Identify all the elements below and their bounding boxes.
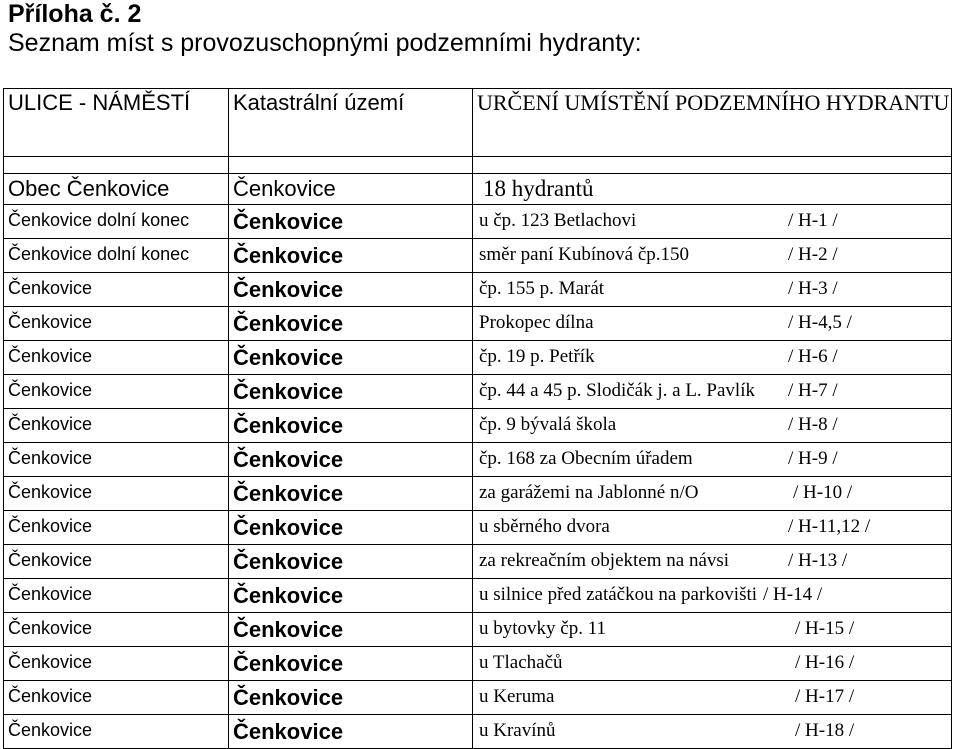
table-row bbox=[4, 307, 952, 341]
table-row bbox=[4, 715, 952, 749]
table-row bbox=[4, 341, 952, 375]
location-cell bbox=[473, 647, 952, 681]
location-description: u Tlachačů bbox=[479, 652, 563, 673]
location-description: směr paní Kubínová čp.150 bbox=[479, 244, 690, 265]
table-row bbox=[4, 647, 952, 681]
street-cell: Čenkovice bbox=[4, 545, 229, 579]
street-cell: Čenkovice bbox=[4, 375, 229, 409]
hydrant-code: / H-3 / bbox=[788, 278, 838, 299]
location-cell bbox=[473, 681, 952, 715]
table-row bbox=[4, 477, 952, 511]
hydrant-code: / H-8 / bbox=[788, 414, 838, 435]
cadastre-cell: Čenkovice bbox=[229, 613, 473, 647]
hydrant-code: / H-17 / bbox=[795, 686, 855, 707]
table-row bbox=[4, 613, 952, 647]
street-cell: Čenkovice bbox=[4, 443, 229, 477]
street-cell: Čenkovice dolní konec bbox=[4, 239, 229, 273]
location-cell bbox=[473, 579, 952, 613]
hydrant-code: / H-7 / bbox=[788, 380, 838, 401]
location-cell bbox=[473, 239, 952, 273]
location-cell bbox=[473, 443, 952, 477]
cadastre-cell: Čenkovice bbox=[229, 239, 473, 273]
hydrant-code: / H-1 / bbox=[788, 210, 838, 231]
location-description: u Keruma bbox=[479, 686, 555, 707]
street-cell: Čenkovice bbox=[4, 579, 229, 613]
cadastre-cell: Čenkovice bbox=[229, 273, 473, 307]
summary-street: Obec Čenkovice bbox=[4, 174, 229, 205]
spacer-cell bbox=[473, 157, 952, 174]
location-description: čp. 19 p. Petřík bbox=[479, 346, 595, 367]
location-description: čp. 168 za Obecním úřadem bbox=[479, 448, 693, 469]
list-subtitle: Seznam míst s provozuschopnými podzemními hydranty: bbox=[8, 29, 642, 57]
document-heading bbox=[8, 0, 642, 58]
location-description: u silnice před zatáčkou na parkovišti bbox=[479, 584, 758, 605]
location-description: čp. 44 a 45 p. Slodičák j. a L. Pavlík bbox=[479, 380, 755, 401]
table-row bbox=[4, 205, 952, 239]
location-cell bbox=[473, 273, 952, 307]
table-row bbox=[4, 511, 952, 545]
location-description: čp. 155 p. Marát bbox=[479, 278, 605, 299]
hydrant-code: / H-4,5 / bbox=[788, 312, 852, 333]
table-row bbox=[4, 681, 952, 715]
location-cell bbox=[473, 545, 952, 579]
location-description: u bytovky čp. 11 bbox=[479, 618, 607, 639]
cadastre-cell: Čenkovice bbox=[229, 307, 473, 341]
location-cell bbox=[473, 307, 952, 341]
location-description: u Kravínů bbox=[479, 720, 556, 741]
hydrant-code: / H-10 / bbox=[793, 482, 853, 503]
location-cell bbox=[473, 613, 952, 647]
street-cell: Čenkovice bbox=[4, 307, 229, 341]
street-cell: Čenkovice bbox=[4, 613, 229, 647]
location-description: za garážemi na Jablonné n/O bbox=[479, 482, 699, 503]
street-cell: Čenkovice bbox=[4, 341, 229, 375]
cadastre-cell: Čenkovice bbox=[229, 647, 473, 681]
table-row bbox=[4, 375, 952, 409]
hydrant-code: / H-14 / bbox=[763, 584, 823, 605]
street-cell: Čenkovice bbox=[4, 647, 229, 681]
location-description: Prokopec dílna bbox=[479, 312, 594, 333]
cadastre-cell: Čenkovice bbox=[229, 545, 473, 579]
location-cell bbox=[473, 341, 952, 375]
hydrant-code: / H-16 / bbox=[795, 652, 855, 673]
street-cell: Čenkovice bbox=[4, 681, 229, 715]
location-cell bbox=[473, 375, 952, 409]
hydrant-code: / H-11,12 / bbox=[788, 516, 871, 537]
cadastre-cell: Čenkovice bbox=[229, 579, 473, 613]
appendix-title: Příloha č. 2 bbox=[8, 0, 142, 28]
table-row bbox=[4, 273, 952, 307]
table-spacer-row bbox=[4, 157, 952, 174]
street-cell: Čenkovice bbox=[4, 477, 229, 511]
header-cadastre: Katastrální území bbox=[229, 89, 473, 157]
summary-cadastre: Čenkovice bbox=[229, 174, 473, 205]
location-cell bbox=[473, 477, 952, 511]
location-description: u čp. 123 Betlachovi bbox=[479, 210, 637, 231]
table-row bbox=[4, 545, 952, 579]
cadastre-cell: Čenkovice bbox=[229, 205, 473, 239]
hydrant-table bbox=[3, 88, 952, 749]
location-cell bbox=[473, 205, 952, 239]
spacer-cell bbox=[229, 157, 473, 174]
cadastre-cell: Čenkovice bbox=[229, 375, 473, 409]
hydrant-code: / H-15 / bbox=[795, 618, 855, 639]
street-cell: Čenkovice bbox=[4, 409, 229, 443]
cadastre-cell: Čenkovice bbox=[229, 443, 473, 477]
location-description: u sběrného dvora bbox=[479, 516, 610, 537]
street-cell: Čenkovice dolní konec bbox=[4, 205, 229, 239]
summary-count: 18 hydrantů bbox=[473, 174, 952, 205]
street-cell: Čenkovice bbox=[4, 511, 229, 545]
table-row bbox=[4, 579, 952, 613]
location-description: čp. 9 bývalá škola bbox=[479, 414, 617, 435]
table-row bbox=[4, 443, 952, 477]
location-cell bbox=[473, 511, 952, 545]
header-location: URČENÍ UMÍSTĚNÍ PODZEMNÍHO HYDRANTU bbox=[473, 89, 952, 157]
spacer-cell bbox=[4, 157, 229, 174]
table-row bbox=[4, 409, 952, 443]
location-cell bbox=[473, 715, 952, 749]
hydrant-code: / H-9 / bbox=[788, 448, 838, 469]
location-description: za rekreačním objektem na návsi bbox=[479, 550, 730, 571]
location-cell bbox=[473, 409, 952, 443]
cadastre-cell: Čenkovice bbox=[229, 715, 473, 749]
cadastre-cell: Čenkovice bbox=[229, 341, 473, 375]
cadastre-cell: Čenkovice bbox=[229, 409, 473, 443]
hydrant-code: / H-13 / bbox=[788, 550, 848, 571]
summary-row bbox=[4, 174, 952, 205]
hydrant-code: / H-2 / bbox=[788, 244, 838, 265]
hydrant-code: / H-18 / bbox=[795, 720, 855, 741]
table-row bbox=[4, 239, 952, 273]
cadastre-cell: Čenkovice bbox=[229, 477, 473, 511]
street-cell: Čenkovice bbox=[4, 715, 229, 749]
header-street: ULICE - NÁMĚSTÍ bbox=[4, 89, 229, 157]
hydrant-code: / H-6 / bbox=[788, 346, 838, 367]
street-cell: Čenkovice bbox=[4, 273, 229, 307]
cadastre-cell: Čenkovice bbox=[229, 511, 473, 545]
table-header-row bbox=[4, 89, 952, 157]
cadastre-cell: Čenkovice bbox=[229, 681, 473, 715]
